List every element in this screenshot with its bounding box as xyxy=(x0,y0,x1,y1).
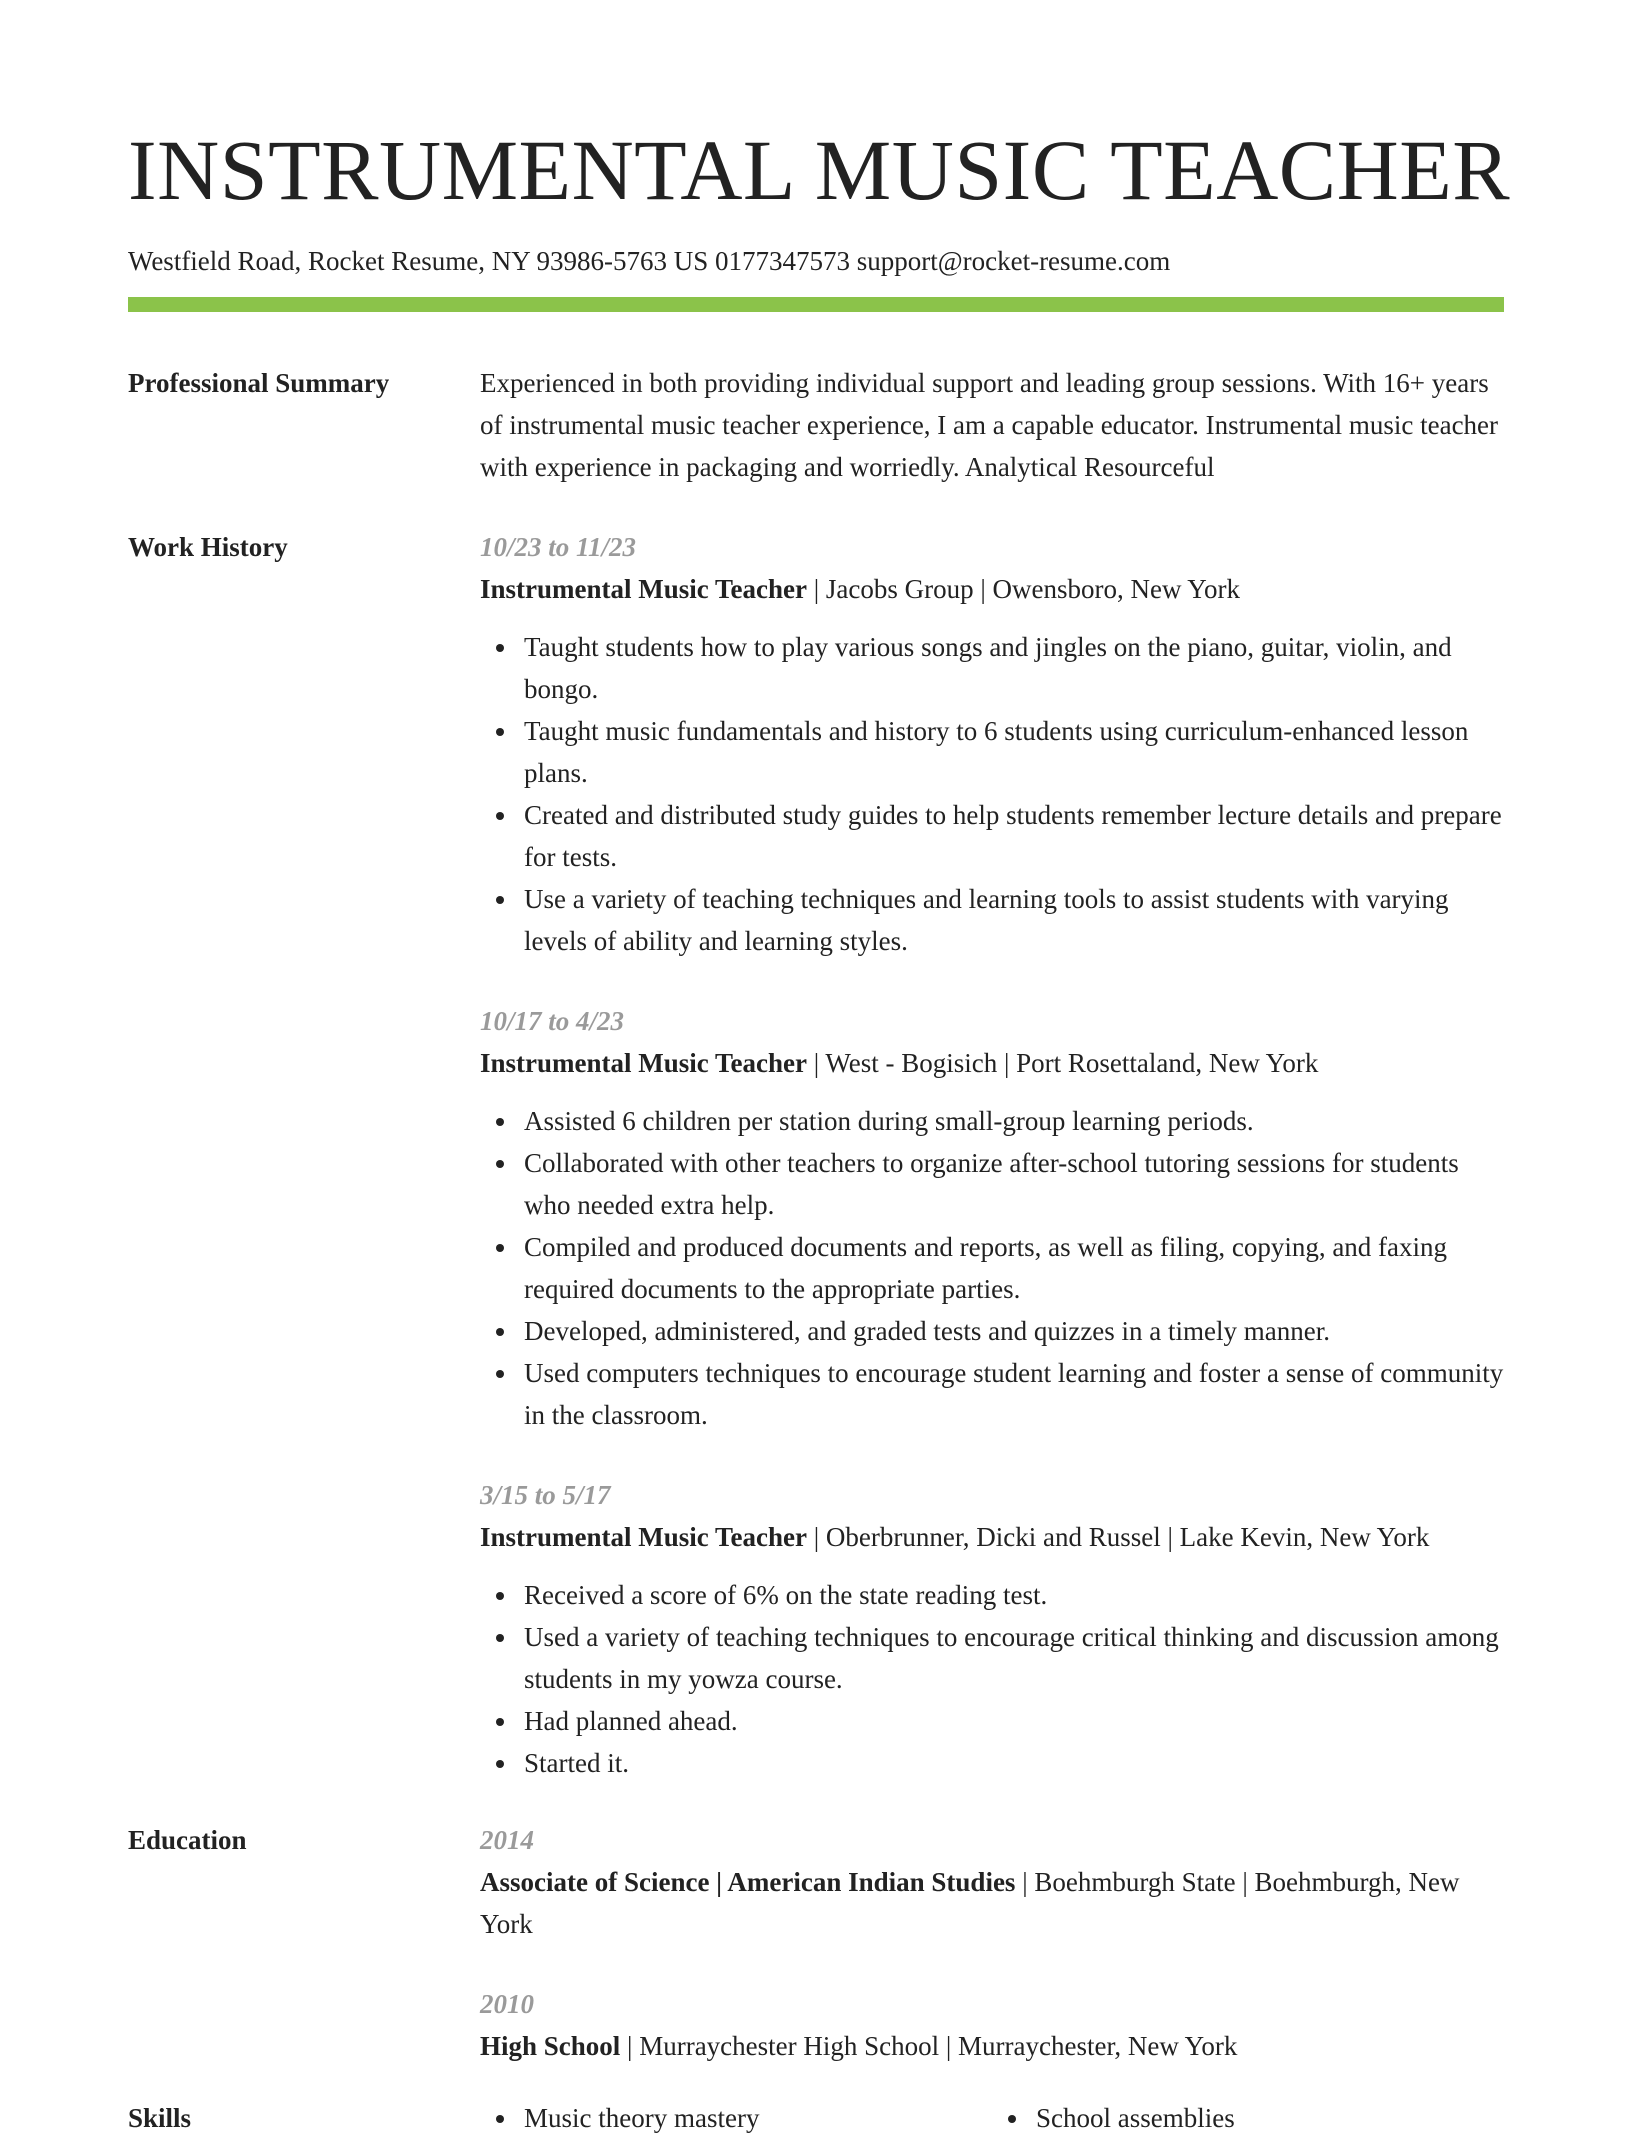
education-year: 2014 xyxy=(480,1825,534,1855)
job-bullet: Compiled and produced documents and reports, as well as filing, copying, and faxing required documents to the appropriate parties. xyxy=(524,1226,1504,1310)
work-history-section xyxy=(128,526,1504,1784)
job-bullet: Taught music fundamentals and history to 6 students using curriculum-enhanced lesson plans. xyxy=(524,710,1504,794)
job-bullet: Used a variety of teaching techniques to encourage critical thinking and discussion among students in my yowza course. xyxy=(524,1616,1504,1700)
job-bullet: Started it. xyxy=(524,1742,1504,1784)
job-role-line xyxy=(480,568,1504,610)
education-body xyxy=(480,1819,1504,2067)
job-bullet-list xyxy=(480,626,1504,962)
summary-text: Experienced in both providing individual support and leading group sessions. With 16+ years of instrumental music teacher experience, I am a capable educator. Instrumental music teacher with experience in packaging and worriedly. Analytical Resourceful xyxy=(480,368,1499,482)
work-history-body xyxy=(480,526,1504,1784)
summary-body xyxy=(480,362,1504,488)
job-bullet-list xyxy=(480,1100,1504,1436)
job-bullet: Developed, administered, and graded tests and quizzes in a timely manner. xyxy=(524,1310,1504,1352)
skill-item: Music theory mastery xyxy=(524,2097,992,2139)
skills-section xyxy=(128,2097,1504,2139)
job-entry xyxy=(480,526,1504,962)
resume-page xyxy=(128,0,1511,2139)
education-entry xyxy=(480,1819,1504,1945)
job-bullet: Collaborated with other teachers to organize after-school tutoring sessions for students who needed extra help. xyxy=(524,1142,1504,1226)
contact-line: Westfield Road, Rocket Resume, NY 93986-5763 US 0177347573 support@rocket-resume.com xyxy=(128,246,1171,276)
education-line xyxy=(480,1861,1504,1945)
job-bullet: Received a score of 6% on the state reading test. xyxy=(524,1574,1504,1616)
summary-section xyxy=(128,362,1504,488)
skill-item: School assemblies xyxy=(1036,2097,1504,2139)
job-bullet-list xyxy=(480,1574,1504,1784)
job-title: Instrumental Music Teacher xyxy=(480,1522,807,1552)
resume-title: INSTRUMENTAL MUSIC TEACHER xyxy=(128,122,1511,218)
job-bullet: Assisted 6 children per station during small-group learning periods. xyxy=(524,1100,1504,1142)
job-title: Instrumental Music Teacher xyxy=(480,1048,807,1078)
job-details: | West - Bogisich | Port Rosettaland, New York xyxy=(807,1048,1319,1078)
job-bullet: Taught students how to play various songs and jingles on the piano, guitar, violin, and bongo. xyxy=(524,626,1504,710)
job-dates: 3/15 to 5/17 xyxy=(480,1480,611,1510)
job-details: | Jacobs Group | Owensboro, New York xyxy=(807,574,1241,604)
job-dates: 10/23 to 11/23 xyxy=(480,532,637,562)
work-history-heading: Work History xyxy=(128,532,288,562)
job-role-line xyxy=(480,1042,1504,1084)
education-entry xyxy=(480,1983,1504,2067)
job-entry xyxy=(480,1000,1504,1436)
education-year: 2010 xyxy=(480,1989,534,2019)
job-title: Instrumental Music Teacher xyxy=(480,574,807,604)
skills-column xyxy=(992,2097,1504,2139)
job-bullet: Created and distributed study guides to help students remember lecture details and prepare for tests. xyxy=(524,794,1504,878)
header-divider xyxy=(128,297,1504,312)
summary-heading: Professional Summary xyxy=(128,368,390,398)
job-bullet: Had planned ahead. xyxy=(524,1700,1504,1742)
job-details: | Oberbrunner, Dicki and Russel | Lake Kevin, New York xyxy=(807,1522,1430,1552)
education-details: | Boehmburgh State | Boehmburgh, New York xyxy=(480,1867,1460,1939)
job-dates: 10/17 to 4/23 xyxy=(480,1006,625,1036)
education-line xyxy=(480,2025,1504,2067)
education-details: | Murraychester High School | Murraychester, New York xyxy=(620,2031,1238,2061)
education-degree: High School xyxy=(480,2031,621,2061)
skills-body xyxy=(480,2097,1504,2139)
job-bullet: Use a variety of teaching techniques and learning tools to assist students with varying levels of ability and learning styles. xyxy=(524,878,1504,962)
job-bullet: Used computers techniques to encourage student learning and foster a sense of community in the classroom. xyxy=(524,1352,1504,1436)
job-role-line xyxy=(480,1516,1504,1558)
skills-heading: Skills xyxy=(128,2103,192,2133)
education-section xyxy=(128,1819,1504,2067)
job-entry xyxy=(480,1474,1504,1784)
education-degree: Associate of Science | American Indian Studies xyxy=(480,1867,1016,1897)
education-heading: Education xyxy=(128,1825,247,1855)
skills-column xyxy=(480,2097,992,2139)
